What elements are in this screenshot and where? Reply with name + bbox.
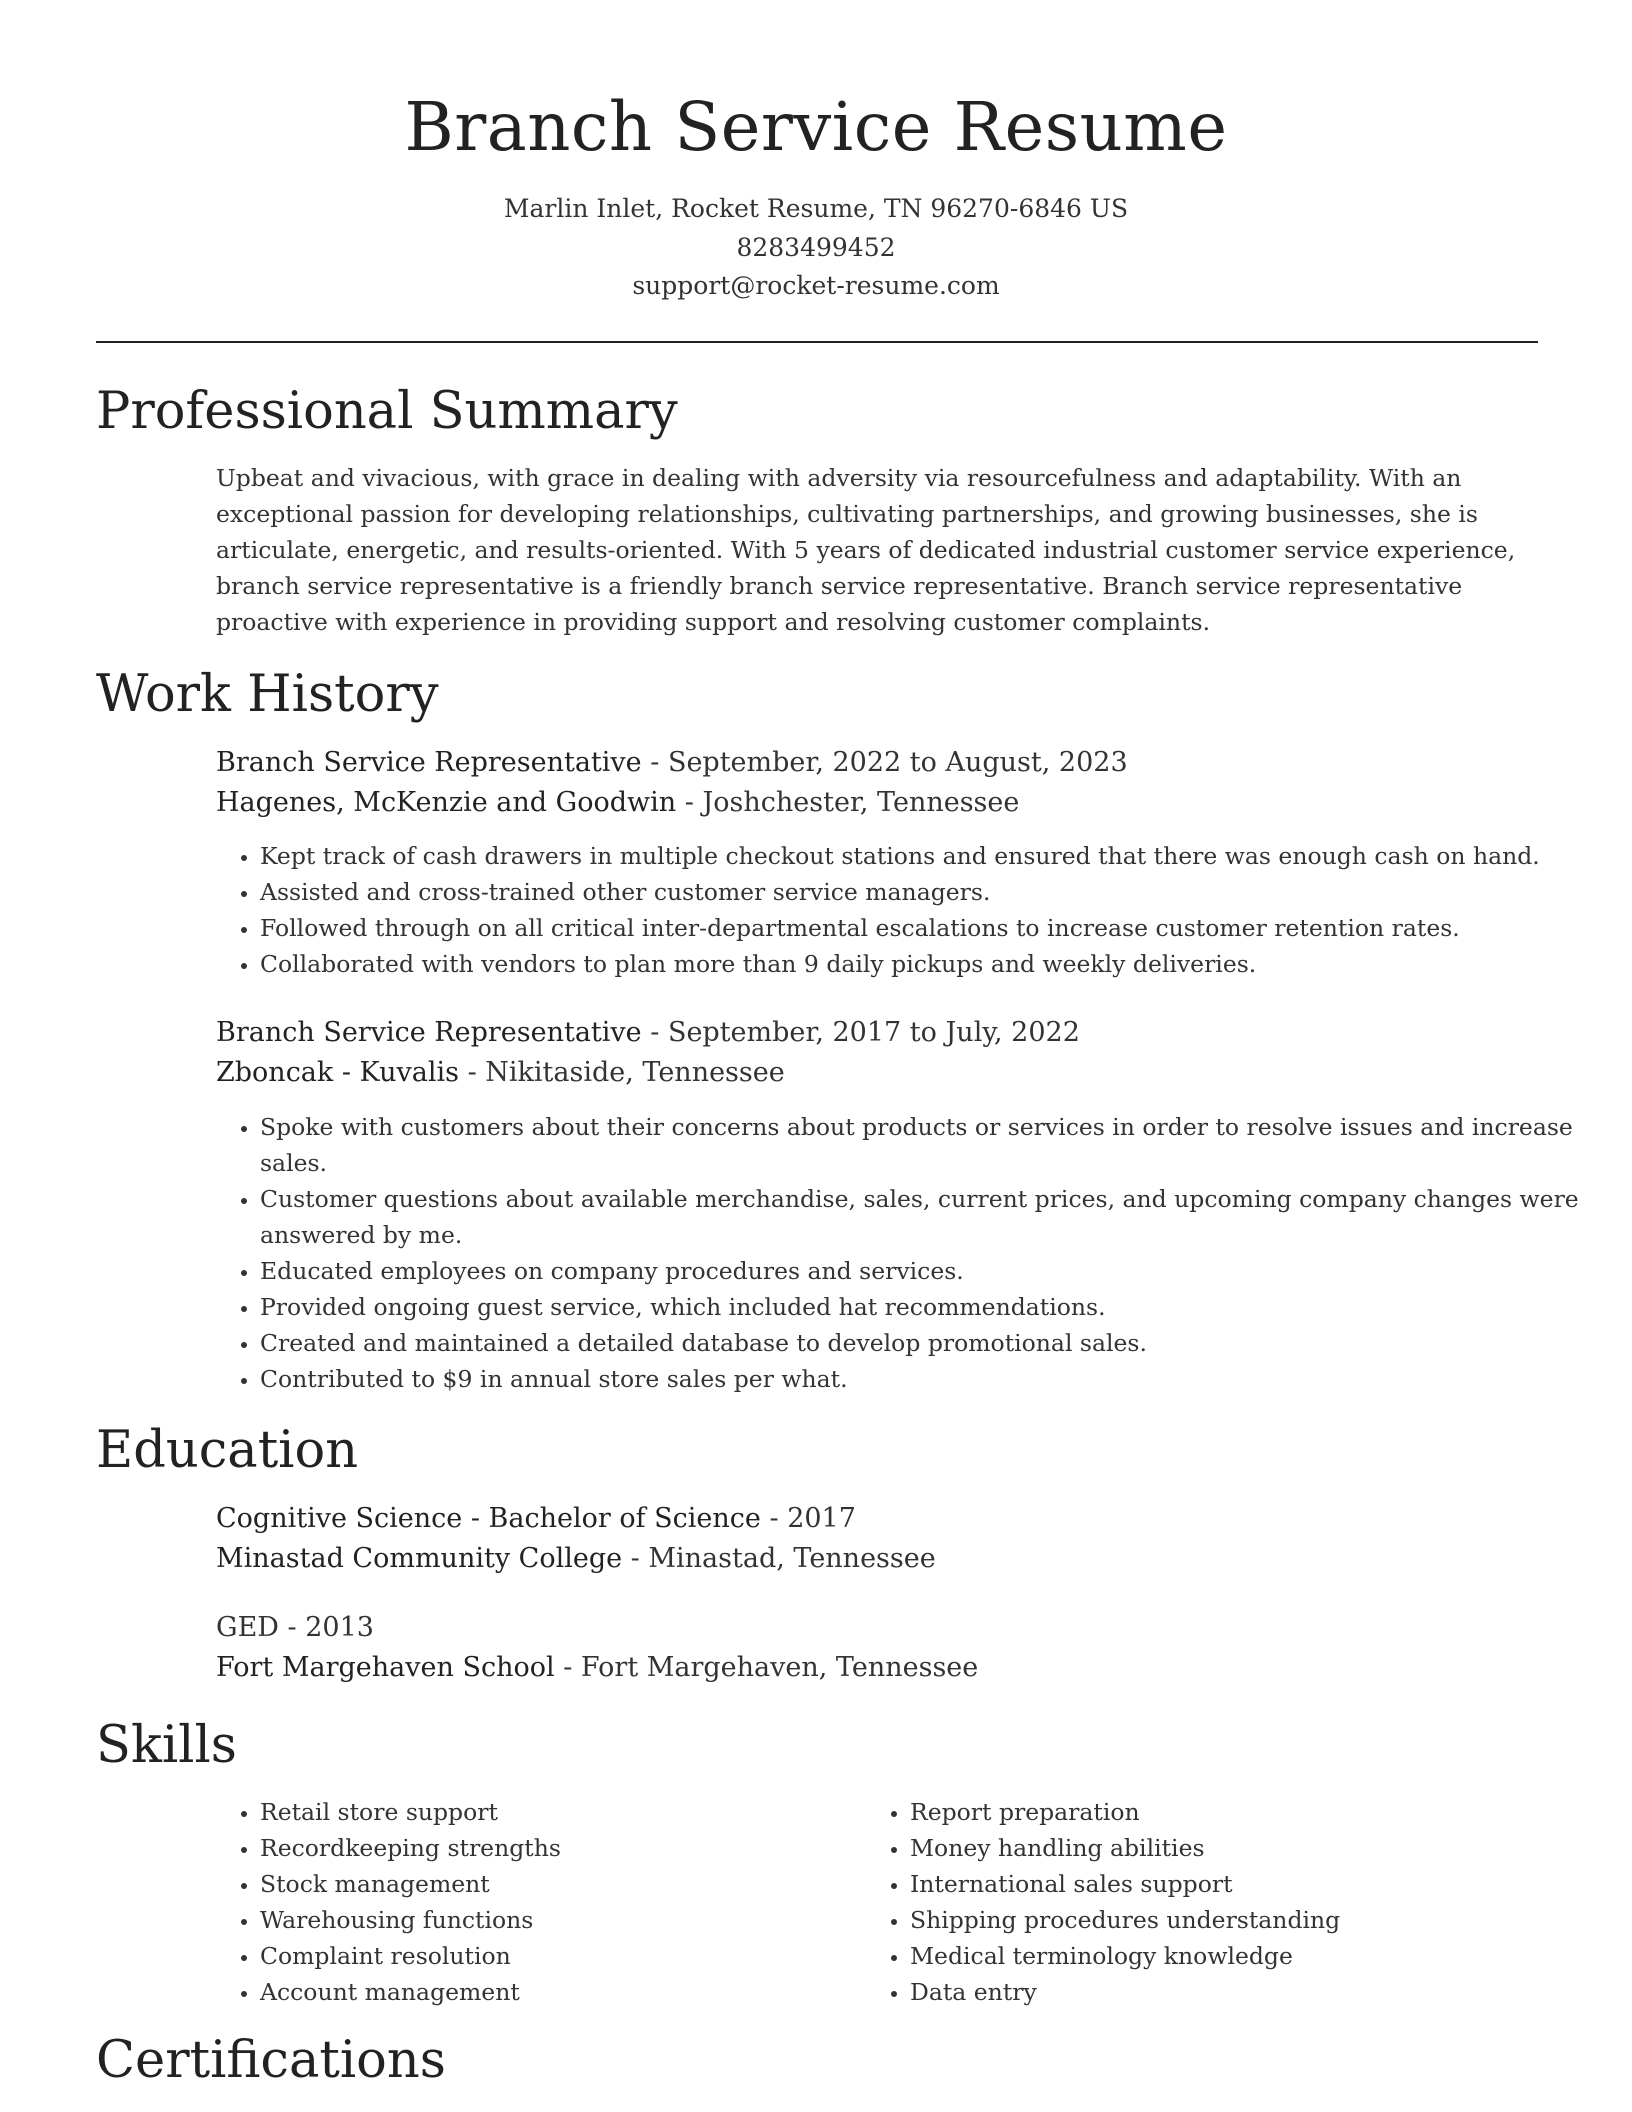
job-2-company-line [216,1053,1516,1093]
education-1-school-line [216,1539,1516,1579]
job-2-position: Branch Service Representative [216,1017,642,1048]
list-item: • Assisted and cross-trained other customer service managers. [260,874,1580,910]
job-1-location: - Joshchester, Tennessee [676,787,1020,818]
job-1-position: Branch Service Representative [216,747,642,778]
list-item: • Data entry [910,1974,1570,2010]
list-item: • Kept track of cash drawers in multiple checkout stations and ensured that there was enough cash on hand. [260,838,1580,874]
summary-text: Upbeat and vivacious, with grace in dealing with adversity via resourcefulness and adaptability. With an exceptional passion for developing relationships, cultivating partnerships, and growing businesses, she is articulate, energetic, and results-oriented. With 5 years of dedicated industrial customer service experience, branch service representative is a friendly branch service representative. Branch service representative proactive with experience in providing support and resolving customer complaints. [216,464,1516,636]
list-item: • Educated employees on company procedures and services. [260,1253,1580,1289]
list-item: • Recordkeeping strengths [260,1830,860,1866]
contact-email: support@rocket-resume.com [632,271,1000,300]
contact-phone: 8283499452 [736,232,896,262]
list-item: • Contributed to $9 in annual store sales per what. [260,1361,1580,1397]
section-title-summary: Professional Summary [96,382,678,441]
job-2-bullets [216,1109,1580,1397]
job-1-dates: - September, 2022 to August, 2023 [641,747,1128,778]
list-item: • Collaborated with vendors to plan more than 9 daily pickups and weekly deliveries. [260,946,1580,982]
resume-name: Branch Service Resume [404,88,1228,166]
list-item: • Shipping procedures understanding [910,1902,1570,1938]
list-item: • Warehousing functions [260,1902,860,1938]
section-title-certifications: Certifications [96,2031,446,2090]
education-2-school-line [216,1648,1516,1688]
section-title-education: Education [96,1421,359,1480]
list-item: • Retail store support [260,1794,860,1830]
education-2-school: Fort Margehaven School [216,1652,555,1683]
skills-list-left [216,1794,860,2010]
list-item: • Report preparation [910,1794,1570,1830]
contact-address: Marlin Inlet, Rocket Resume, TN 96270-6846 US [503,194,1129,223]
list-item: • Stock management [260,1866,860,1902]
section-title-skills: Skills [96,1716,237,1775]
education-2-year: - 2013 [278,1612,374,1643]
education-1-year: - 2017 [760,1503,856,1534]
education-2-degree: GED [216,1612,279,1643]
job-1-company: Hagenes, McKenzie and Goodwin [216,787,677,818]
list-item: • Complaint resolution [260,1938,860,1974]
job-2-location: - Nikitaside, Tennessee [459,1057,785,1088]
job-2-title-line [216,1013,1516,1053]
job-2-company: Zboncak - Kuvalis [216,1057,459,1088]
list-item: • Provided ongoing guest service, which included hat recommendations. [260,1289,1580,1325]
skills-list-right [866,1794,1570,2010]
list-item: • Medical terminology knowledge [910,1938,1570,1974]
job-1-bullets [216,838,1580,982]
list-item: • Spoke with customers about their concerns about products or services in order to resolve issues and increase sales. [260,1109,1580,1181]
education-1-school: Minastad Community College [216,1543,623,1574]
education-1-degree-line [216,1499,1516,1539]
list-item: • Customer questions about available merchandise, sales, current prices, and upcoming company changes were answered by me. [260,1181,1580,1253]
education-2-location: - Fort Margehaven, Tennessee [554,1652,979,1683]
list-item: • Money handling abilities [910,1830,1570,1866]
job-1-title-line [216,743,1516,783]
education-1-location: - Minastad, Tennessee [622,1543,936,1574]
section-title-work-history: Work History [96,665,439,724]
education-2-degree-line [216,1608,1516,1648]
list-item: • Followed through on all critical inter-departmental escalations to increase customer retention rates. [260,910,1580,946]
list-item: • Account management [260,1974,860,2010]
job-1-company-line [216,783,1516,823]
list-item: • Created and maintained a detailed database to develop promotional sales. [260,1325,1580,1361]
contact-block [0,190,1632,306]
education-1-degree: Cognitive Science - Bachelor of Science [216,1503,761,1534]
header-divider [96,341,1538,343]
list-item: • International sales support [910,1866,1570,1902]
job-2-dates: - September, 2017 to July, 2022 [641,1017,1080,1048]
